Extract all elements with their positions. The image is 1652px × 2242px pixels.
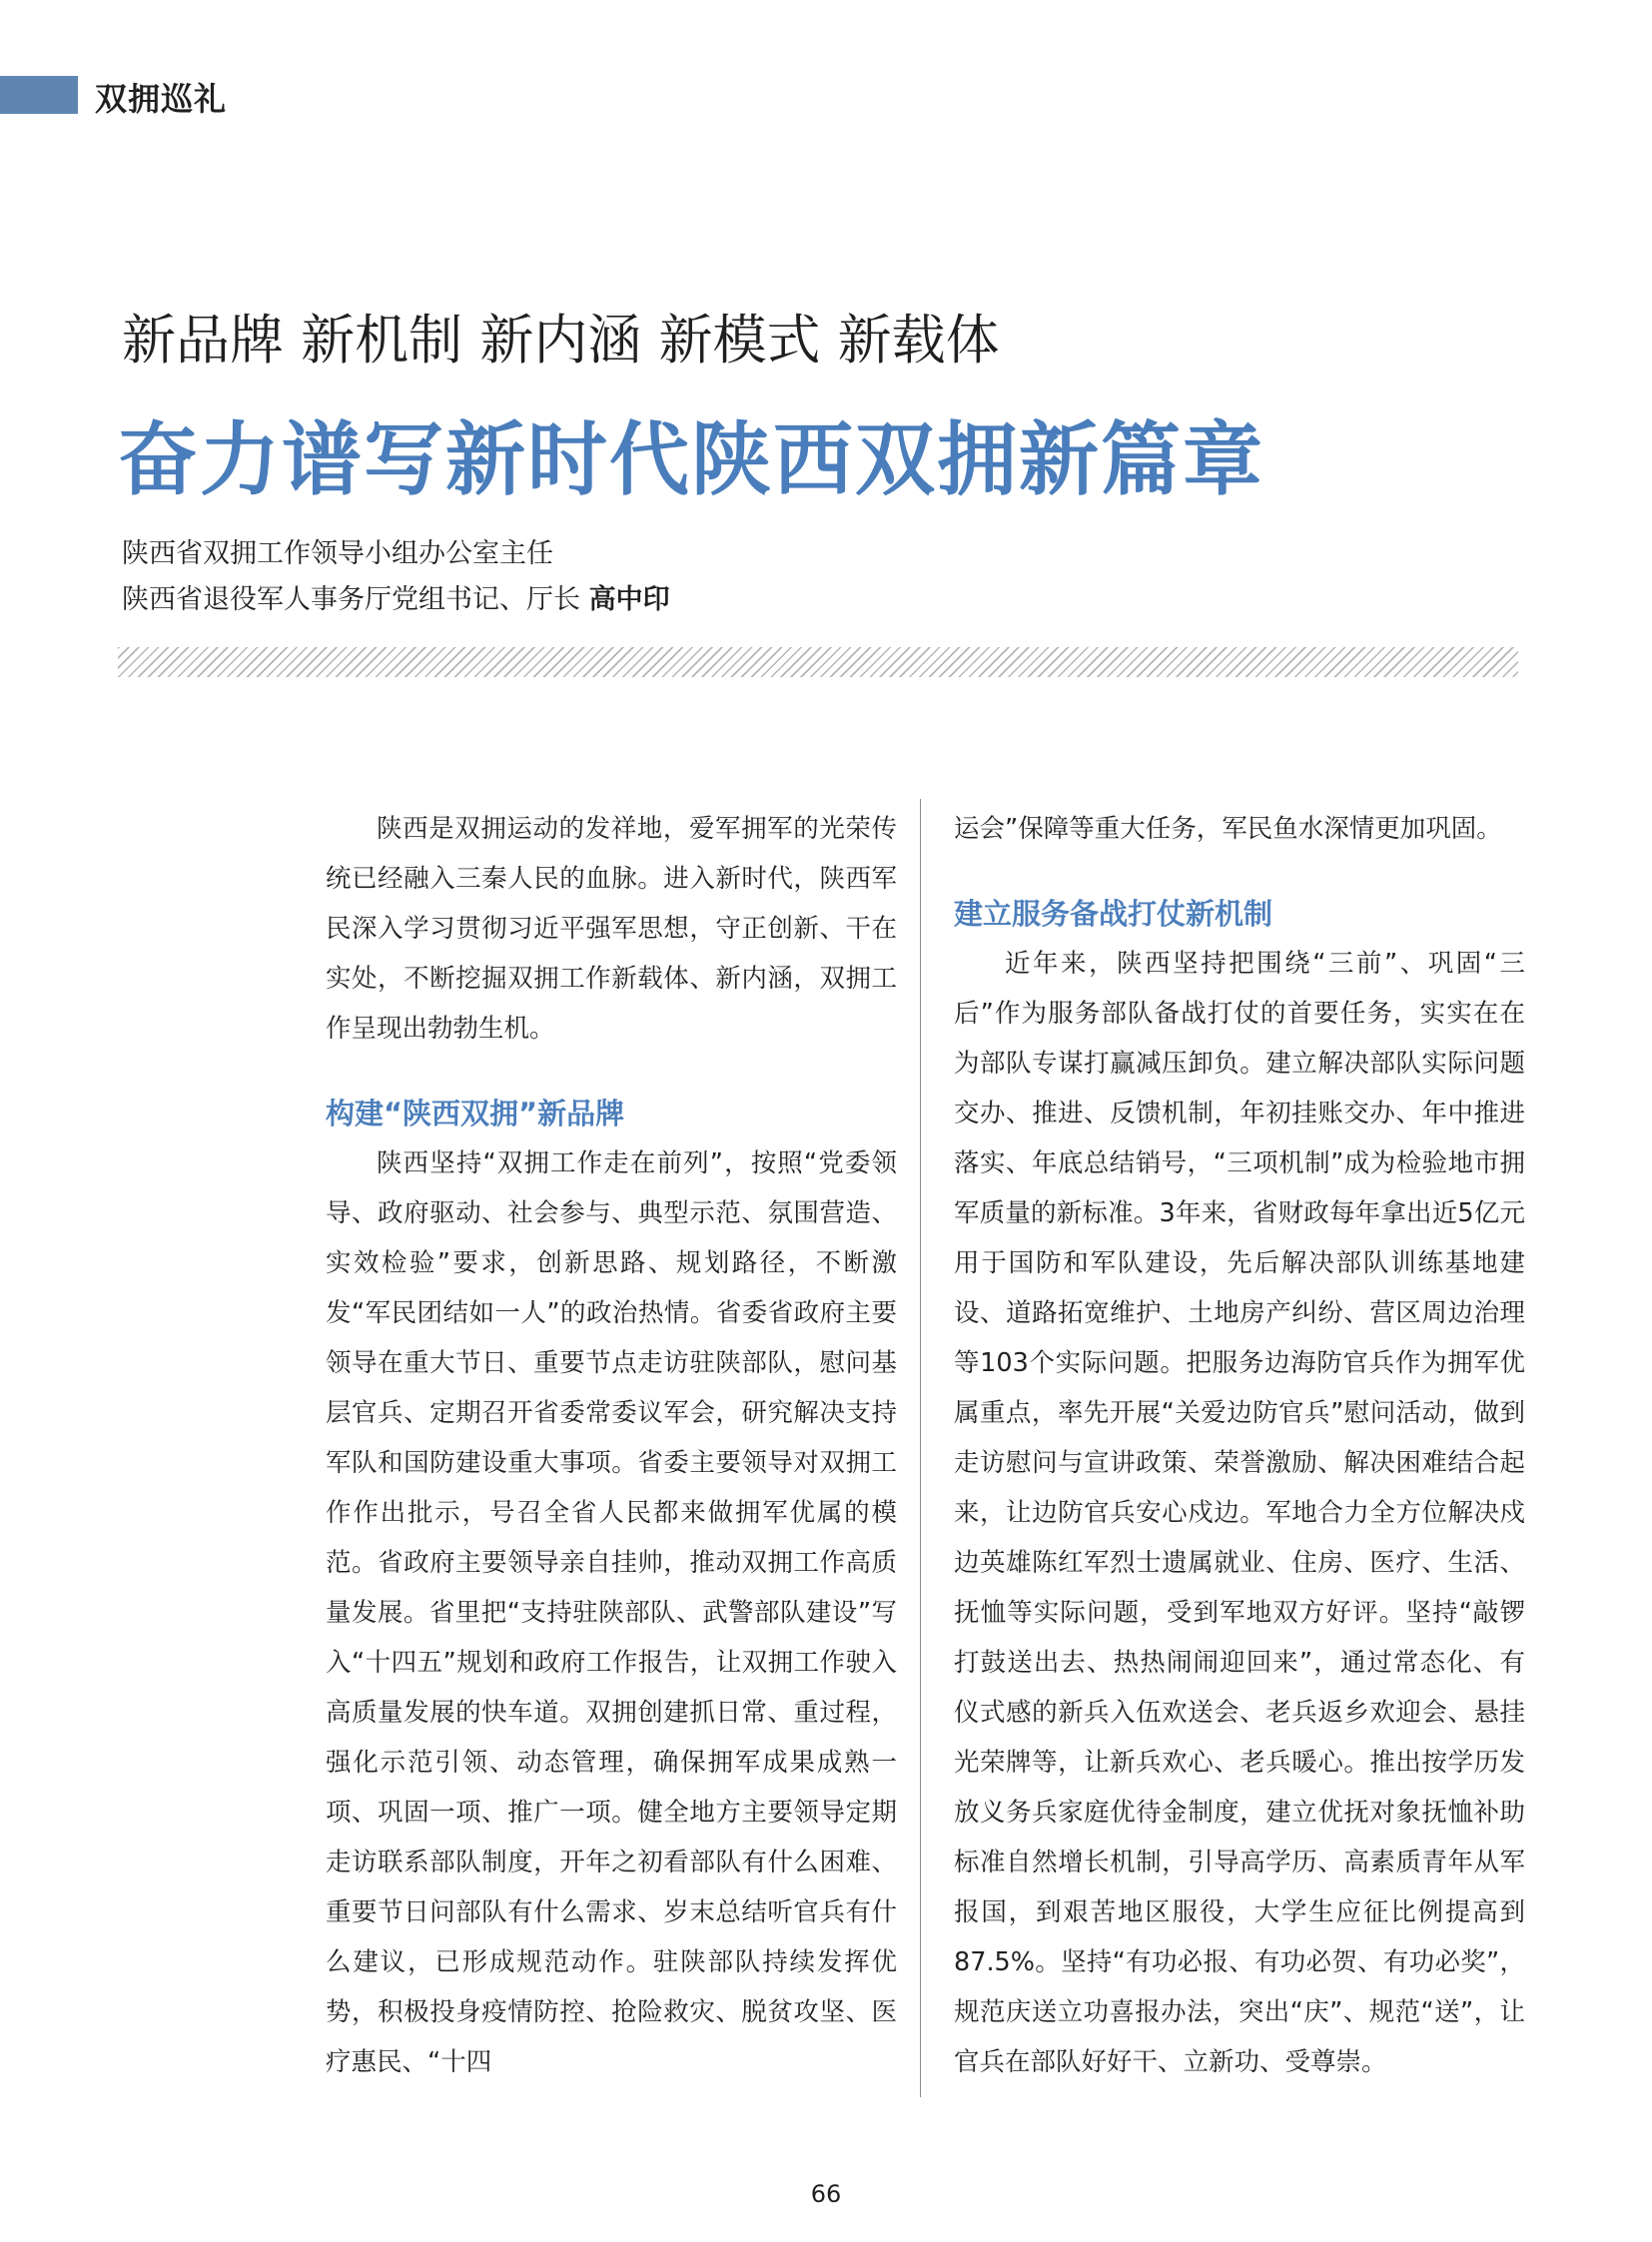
body-column-left [326, 804, 897, 2087]
section-color-bar [0, 76, 78, 114]
section-heading-mechanism: 建立服务备战打仗新机制 [954, 897, 1273, 931]
body-paragraph: 近年来，陕西坚持把围绕“三前”、巩固“三后”作为服务部队备战打仗的首要任务，实实在在为部队专谋打赢减压卸负。建立解决部队实际问题交办、推进、反馈机制，年初挂账交办、年中推进落实、年底总结销号，“三项机制”成为检验地市拥军质量的新标准。3年来，省财政每年拿出近5亿元用于国防和军队建设，先后解决部队训练基地建设、道路拓宽维护、土地房产纠纷、营区周边治理等103个实际问题。把服务边海防官兵作为拥军优属重点，率先开展“关爱边防官兵”慰问活动，做到走访慰问与宣讲政策、荣誉激励、解决困难结合起来，让边防官兵安心戍边。军地合力全方位解决戍边英雄陈红军烈士遗属就业、住房、医疗、生活、抚恤等实际问题，受到军地双方好评。坚持“敲锣打鼓送出去、热热闹闹迎回来”，通过常态化、有仪式感的新兵入伍欢送会、老兵返乡欢迎会、悬挂光荣牌等，让新兵欢心、老兵暖心。推出按学历发放义务兵家庭优待金制度，建立优抚对象抚恤补助标准自然增长机制，引导高学历、高素质青年从军报国，到艰苦地区服役，大学生应征比例提高到87.5%。坚持“有功必报、有功必贺、有功必奖”，规范庆送立功喜报办法，突出“庆”、规范“送”，让官兵在部队好好干、立新功、受尊崇。 [954, 949, 1525, 2077]
page-number: 66 [810, 2180, 842, 2208]
column-divider [920, 799, 921, 2097]
author-position-line: 陕西省双拥工作领导小组办公室主任 [122, 538, 553, 569]
author-name: 高中印 [588, 584, 670, 615]
intro-paragraph: 陕西是双拥运动的发祥地，爱军拥军的光荣传统已经融入三秦人民的血脉。进入新时代，陕西军民深入学习贯彻习近平强军思想，守正创新、干在实处，不断挖掘双拥工作新载体、新内涵，双拥工作呈现出勃勃生机。 [326, 814, 897, 1044]
author-title-line [122, 577, 670, 616]
body-paragraph: 陕西坚持“双拥工作走在前列”，按照“党委领导、政府驱动、社会参与、典型示范、氛围营造、实效检验”要求，创新思路、规划路径，不断激发“军民团结如一人”的政治热情。省委省政府主要领导在重大节日、重要节点走访驻陕部队，慰问基层官兵、定期召开省委常委议军会，研究解决支持军队和国防建设重大事项。省委主要领导对双拥工作作出批示，号召全省人民都来做拥军优属的模范。省政府主要领导亲自挂帅，推动双拥工作高质量发展。省里把“支持驻陕部队、武警部队建设”写入“十四五”规划和政府工作报告，让双拥工作驶入高质量发展的快车道。双拥创建抓日常、重过程，强化示范引领、动态管理，确保拥军成果成熟一项、巩固一项、推广一项。健全地方主要领导定期走访联系部队制度，开年之初看部队有什么困难、重要节日问部队有什么需求、岁末总结听官兵有什么建议，已形成规范动作。驻陕部队持续发挥优势，积极投身疫情防控、抢险救灾、脱贫攻坚、医疗惠民、“十四 [326, 1148, 897, 2077]
author-title-text: 陕西省退役军人事务厅党组书记、厅长 [122, 584, 589, 615]
section-heading-brand: 构建“陕西双拥”新品牌 [326, 1097, 625, 1130]
section-label: 双拥巡礼 [95, 80, 228, 118]
article-subtitle: 新品牌 新机制 新内涵 新模式 新载体 [122, 309, 1000, 372]
continued-paragraph: 运会”保障等重大任务，军民鱼水深情更加巩固。 [954, 814, 1502, 844]
hatched-divider [118, 647, 1518, 677]
article-title: 奋力谱写新时代陕西双拥新篇章 [118, 413, 1264, 506]
body-column-right [954, 804, 1525, 2087]
